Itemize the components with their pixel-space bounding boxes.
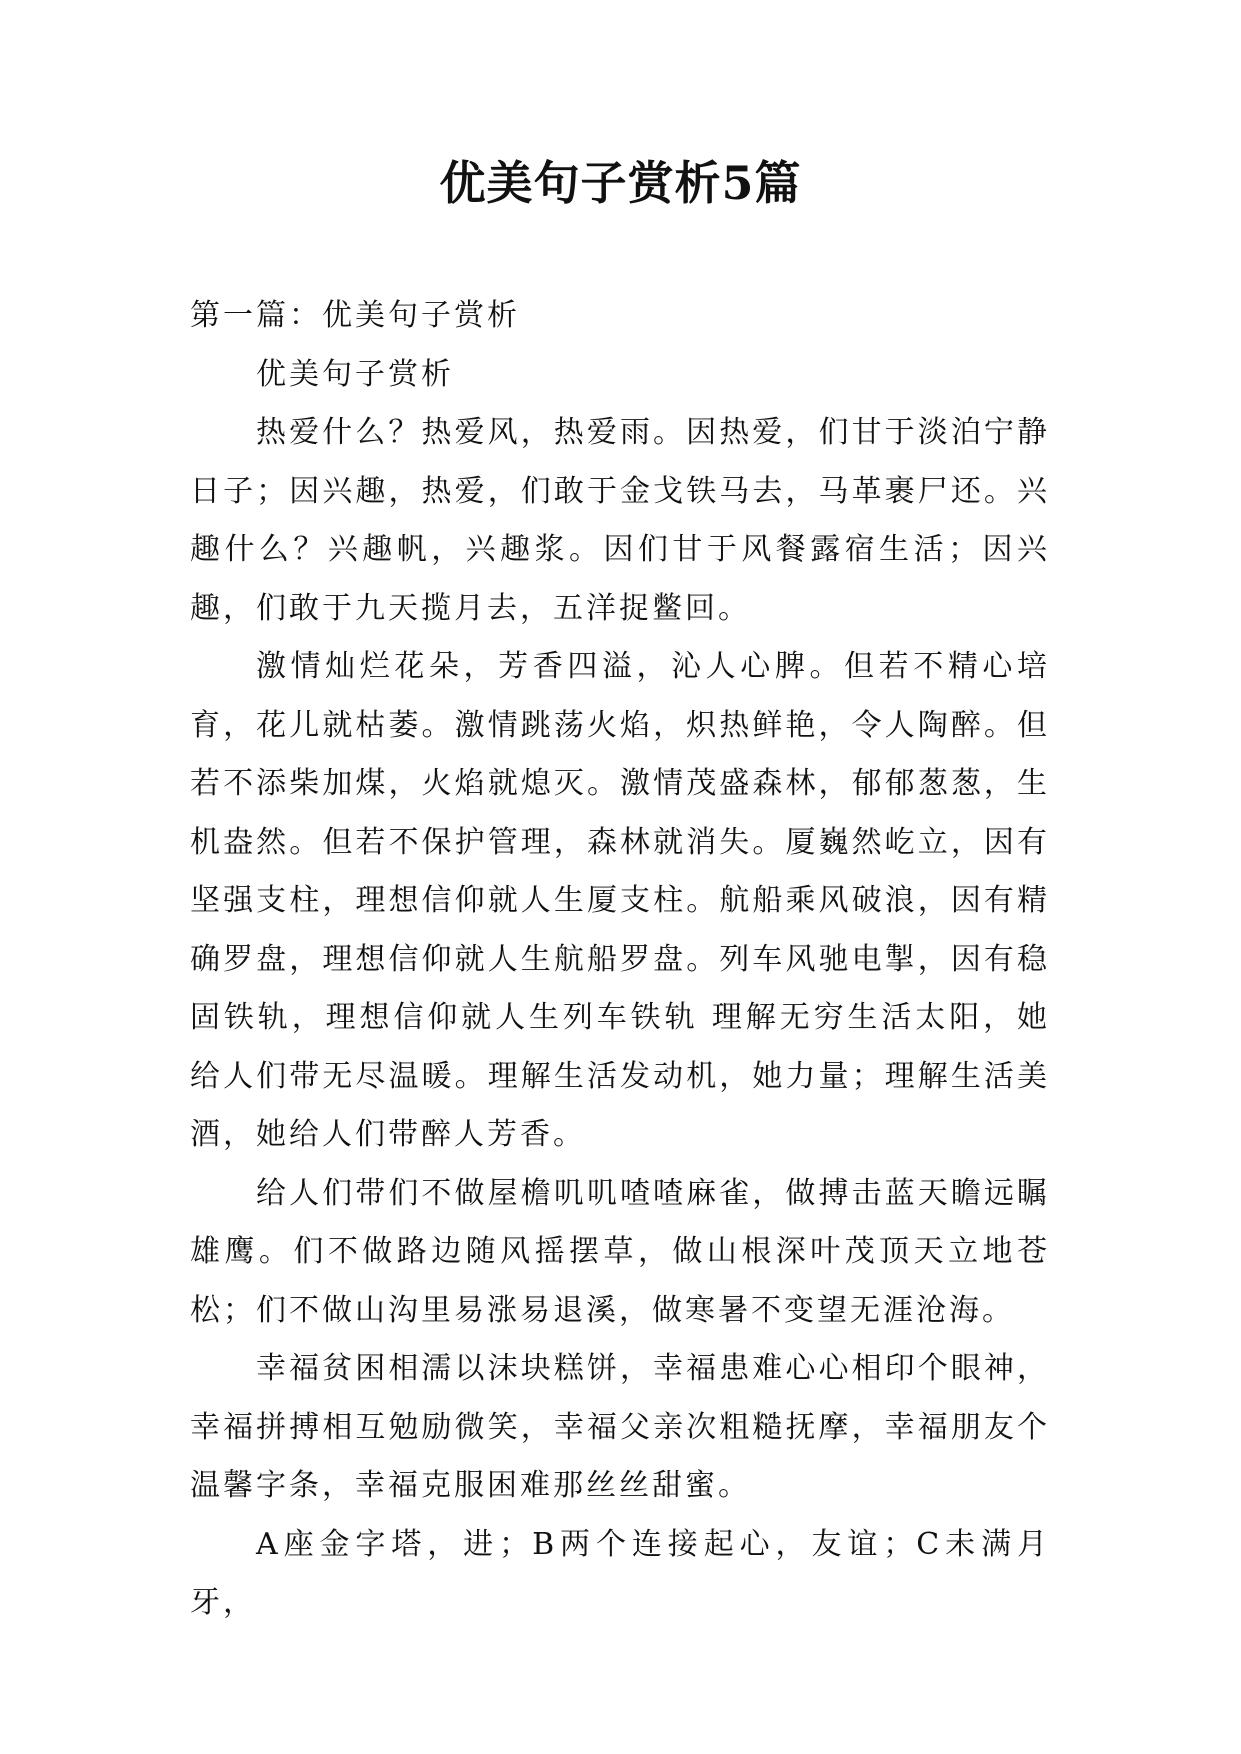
section-heading: 第一篇：优美句子赏析	[190, 298, 520, 333]
paragraph: 幸福贫困相濡以沫块糕饼，幸福患难心心相印个眼神，幸福拼搏相互勉励微笑，幸福父亲次粗糙抚摩，幸福朋友个温馨字条，幸福克服困难那丝丝甜蜜。	[190, 1351, 1050, 1503]
paragraph: 热爱什么？热爱风，热爱雨。因热爱，们甘于淡泊宁静日子；因兴趣，热爱，们敢于金戈铁马去，马革裹尸还。兴趣什么？兴趣帆，兴趣浆。因们甘于风餐露宿生活；因兴趣，们敢于九天揽月去，五洋捉鳖回。	[190, 415, 1050, 626]
page-title: 优美句子赏析5篇	[439, 156, 802, 210]
subheading: 优美句子赏析	[256, 356, 454, 392]
paragraph: 给人们带们不做屋檐叽叽喳喳麻雀，做搏击蓝天瞻远瞩雄鹰。们不做路边随风摇摆草，做山根深叶茂顶天立地苍松；们不做山沟里易涨易退溪，做寒暑不变望无涯沧海。	[190, 1175, 1050, 1328]
document-body	[190, 287, 1050, 1633]
paragraph: 激情灿烂花朵，芳香四溢，沁人心脾。但若不精心培育，花儿就枯萎。激情跳荡火焰，炽热鲜艳，令人陶醉。但若不添柴加煤，火焰就熄灭。激情茂盛森林，郁郁葱葱，生机盎然。但若不保护管理，森林就消失。厦巍然屹立，因有坚强支柱，理想信仰就人生厦支柱。航船乘风破浪，因有精确罗盘，理想信仰就人生航船罗盘。列车风驰电掣，因有稳固铁轨，理想信仰就人生列车铁轨 理解无穷生活太阳，她给人们带无尽温暖。理解生活发动机，她力量；理解生活美酒，她给人们带醉人芳香。	[190, 649, 1050, 1152]
paragraph: A座金字塔，进；B两个连接起心，友谊；C未满月牙，	[190, 1526, 1050, 1620]
